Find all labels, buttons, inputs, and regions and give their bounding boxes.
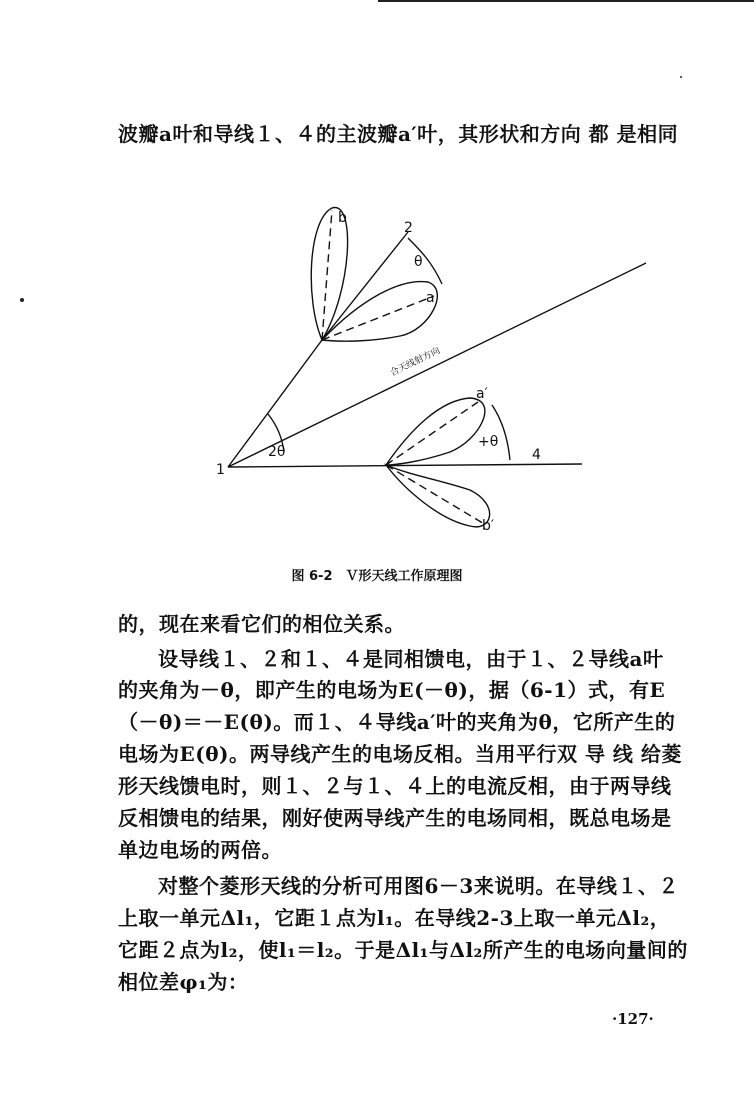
paragraph-line-11: 它距２点为l₂，使l₁＝l₂。于是Δl₁与Δl₂所产生的电场向量间的 <box>118 938 688 962</box>
lobe-b-axis <box>322 210 332 340</box>
text-line-top: 波瓣a叶和导线１、４的主波瓣a′叶，其形状和方向 都 是相同 <box>118 122 679 146</box>
label-b: b <box>338 210 347 226</box>
label-theta: θ <box>414 254 423 270</box>
label-a: a <box>426 290 435 306</box>
paragraph-line-3: 的夹角为－θ，即产生的电场为E(－θ)，据（6-1）式，有E <box>118 678 666 702</box>
label-b-prime: b′ <box>482 518 495 534</box>
label-2: 2 <box>404 220 413 236</box>
paragraph-line-4: （－θ)＝－E(θ)。而１、４导线a′叶的夹角为θ，它所产生的 <box>118 710 676 734</box>
paragraph-line-1: 的，现在来看它们的相位关系。 <box>118 612 405 636</box>
label-axis: 合天线射方向 <box>388 346 442 379</box>
lobe-b-prime-axis <box>386 465 486 525</box>
wire-1-4 <box>228 464 582 467</box>
paragraph-line-6: 形天线馈电时，则１、２与１、４上的电流反相，由于两导线 <box>118 774 672 798</box>
label-1: 1 <box>216 462 225 478</box>
label-a-prime: a′ <box>476 386 488 402</box>
lobe-a <box>322 282 437 342</box>
paragraph-line-7: 反相馈电的结果，刚好使两导线产生的电场同相，既总电场是 <box>118 806 672 830</box>
label-plus-theta: +θ <box>478 434 499 450</box>
page-number: ·127· <box>612 1010 654 1028</box>
paragraph-line-8: 单边电场的两倍。 <box>118 838 282 862</box>
label-2theta: 2θ <box>268 444 286 460</box>
figure-caption: 图 6-2 Ｖ形天线工作原理图 <box>291 569 463 584</box>
paragraph-line-2: 设导线１、２和１、４是同相馈电，由于１、２导线a叶 <box>158 647 664 671</box>
label-4: 4 <box>532 447 541 463</box>
paragraph-line-10: 上取一单元Δl₁，它距１点为l₁。在导线2-3上取一单元Δl₂， <box>118 906 671 930</box>
paragraph-line-12: 相位差φ₁为： <box>118 970 249 994</box>
lobe-a-prime-axis <box>386 402 478 465</box>
paragraph-line-9: 对整个菱形天线的分析可用图6－3来说明。在导线１、２ <box>158 874 679 898</box>
angle-arc-plus-theta <box>492 405 510 460</box>
stray-dot-right <box>680 76 682 78</box>
stray-dot-left <box>20 298 24 302</box>
paragraph-line-5: 电场为E(θ)。两导线产生的电场反相。当用平行双 导 线 给菱 <box>118 742 682 766</box>
